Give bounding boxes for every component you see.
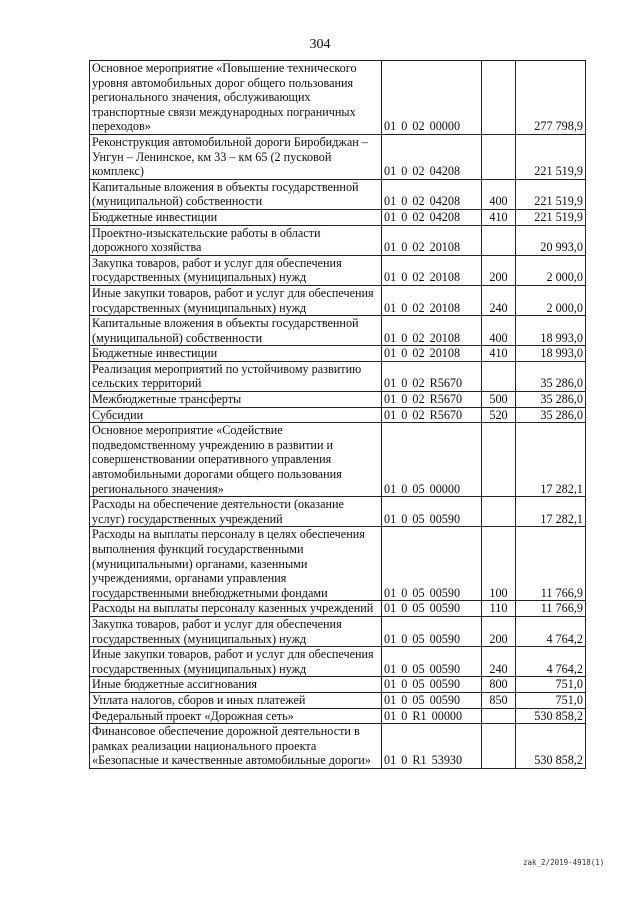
row-expense-type-cell: 410 <box>482 346 516 362</box>
row-code-cell: 01 0 02 20108 <box>382 225 482 255</box>
row-name-cell: Федеральный проект «Дорожная сеть» <box>90 708 382 724</box>
row-expense-type-cell <box>482 724 516 769</box>
page-number: 304 <box>309 37 331 52</box>
table-row <box>90 316 586 346</box>
row-sum-cell: 17 282,1 <box>516 423 586 497</box>
row-sum-cell: 2 000,0 <box>516 255 586 285</box>
row-sum-cell: 221 519,9 <box>516 134 586 179</box>
document-footer-code: zak_2/2019-4918(1) <box>523 858 605 867</box>
row-name-cell: Реализация мероприятий по устойчивому развитию сельских территорий <box>90 361 382 391</box>
row-sum-cell: 751,0 <box>516 692 586 708</box>
table-row <box>90 346 586 362</box>
table-row <box>90 209 586 225</box>
table-row <box>90 361 586 391</box>
budget-table-body <box>90 61 586 769</box>
row-name-cell: Иные закупки товаров, работ и услуг для обеспечения государственных (муниципальных) нужд <box>90 285 382 315</box>
row-sum-cell: 11 766,9 <box>516 527 586 601</box>
row-code-cell: 01 0 05 00590 <box>382 497 482 527</box>
row-code-cell: 01 0 R1 53930 <box>382 724 482 769</box>
row-expense-type-cell <box>482 361 516 391</box>
row-expense-type-cell: 410 <box>482 209 516 225</box>
table-row <box>90 724 586 769</box>
row-code-cell: 01 0 05 00590 <box>382 647 482 677</box>
row-expense-type-cell <box>482 423 516 497</box>
row-name-cell: Иные бюджетные ассигнования <box>90 677 382 693</box>
row-expense-type-cell: 400 <box>482 316 516 346</box>
row-expense-type-cell: 500 <box>482 392 516 408</box>
row-code-cell: 01 0 05 00590 <box>382 527 482 601</box>
table-row <box>90 527 586 601</box>
row-expense-type-cell: 240 <box>482 285 516 315</box>
table-row <box>90 497 586 527</box>
row-code-cell: 01 0 02 20108 <box>382 255 482 285</box>
row-code-cell: 01 0 02 R5670 <box>382 392 482 408</box>
table-row <box>90 647 586 677</box>
row-code-cell: 01 0 05 00000 <box>382 423 482 497</box>
row-name-cell: Расходы на выплаты персоналу в целях обеспечения выполнения функций государственными (муниципальными) органами, казенными учреждениями, органами управления государственными внебюджетными фондами <box>90 527 382 601</box>
row-name-cell: Капитальные вложения в объекты государственной (муниципальной) собственности <box>90 316 382 346</box>
row-sum-cell: 530 858,2 <box>516 708 586 724</box>
table-row <box>90 392 586 408</box>
row-sum-cell: 277 798,9 <box>516 61 586 135</box>
row-code-cell: 01 0 02 R5670 <box>382 407 482 423</box>
table-row <box>90 601 586 617</box>
row-code-cell: 01 0 R1 00000 <box>382 708 482 724</box>
row-expense-type-cell: 200 <box>482 255 516 285</box>
row-sum-cell: 4 764,2 <box>516 647 586 677</box>
table-row <box>90 423 586 497</box>
row-sum-cell: 35 286,0 <box>516 361 586 391</box>
row-sum-cell: 221 519,9 <box>516 179 586 209</box>
row-name-cell: Закупка товаров, работ и услуг для обеспечения государственных (муниципальных) нужд <box>90 255 382 285</box>
row-sum-cell: 35 286,0 <box>516 407 586 423</box>
row-code-cell: 01 0 02 20108 <box>382 316 482 346</box>
row-code-cell: 01 0 02 04208 <box>382 179 482 209</box>
row-expense-type-cell <box>482 134 516 179</box>
row-sum-cell: 4 764,2 <box>516 616 586 646</box>
row-sum-cell: 751,0 <box>516 677 586 693</box>
row-code-cell: 01 0 05 00590 <box>382 677 482 693</box>
table-row <box>90 677 586 693</box>
row-code-cell: 01 0 02 R5670 <box>382 361 482 391</box>
row-expense-type-cell <box>482 61 516 135</box>
row-name-cell: Закупка товаров, работ и услуг для обеспечения государственных (муниципальных) нужд <box>90 616 382 646</box>
row-code-cell: 01 0 02 04208 <box>382 209 482 225</box>
table-row <box>90 179 586 209</box>
table-row <box>90 616 586 646</box>
row-sum-cell: 221 519,9 <box>516 209 586 225</box>
row-name-cell: Финансовое обеспечение дорожной деятельности в рамках реализации национального проекта «Безопасные и качественные автомобильные дороги» <box>90 724 382 769</box>
row-expense-type-cell: 520 <box>482 407 516 423</box>
row-name-cell: Межбюджетные трансферты <box>90 392 382 408</box>
row-name-cell: Иные закупки товаров, работ и услуг для обеспечения государственных (муниципальных) нужд <box>90 647 382 677</box>
table-row <box>90 285 586 315</box>
budget-table <box>89 60 586 769</box>
row-sum-cell: 17 282,1 <box>516 497 586 527</box>
row-name-cell: Реконструкция автомобильной дороги Биробиджан – Унгун – Ленинское, км 33 – км 65 (2 пусковой комплекс) <box>90 134 382 179</box>
row-code-cell: 01 0 02 20108 <box>382 346 482 362</box>
row-expense-type-cell <box>482 708 516 724</box>
row-name-cell: Основное мероприятие «Повышение технического уровня автомобильных дорог общего пользования регионального значения, обслуживающих транспортные связи международных пограничных переходов» <box>90 61 382 135</box>
row-expense-type-cell <box>482 497 516 527</box>
row-code-cell: 01 0 05 00590 <box>382 692 482 708</box>
row-expense-type-cell: 240 <box>482 647 516 677</box>
table-row <box>90 708 586 724</box>
row-sum-cell: 35 286,0 <box>516 392 586 408</box>
row-code-cell: 01 0 02 00000 <box>382 61 482 135</box>
row-expense-type-cell: 850 <box>482 692 516 708</box>
row-expense-type-cell <box>482 225 516 255</box>
row-name-cell: Бюджетные инвестиции <box>90 209 382 225</box>
table-row <box>90 255 586 285</box>
row-code-cell: 01 0 02 20108 <box>382 285 482 315</box>
row-name-cell: Основное мероприятие «Содействие подведомственному учреждению в развитии и совершенствовании оперативного управления автомобильными дорогами общего пользования регионального значения» <box>90 423 382 497</box>
table-row <box>90 692 586 708</box>
table-row <box>90 61 586 135</box>
row-sum-cell: 18 993,0 <box>516 316 586 346</box>
row-name-cell: Субсидии <box>90 407 382 423</box>
row-sum-cell: 11 766,9 <box>516 601 586 617</box>
row-code-cell: 01 0 05 00590 <box>382 616 482 646</box>
row-expense-type-cell: 110 <box>482 601 516 617</box>
row-sum-cell: 2 000,0 <box>516 285 586 315</box>
table-row <box>90 134 586 179</box>
row-expense-type-cell: 200 <box>482 616 516 646</box>
row-sum-cell: 530 858,2 <box>516 724 586 769</box>
row-expense-type-cell: 400 <box>482 179 516 209</box>
row-code-cell: 01 0 02 04208 <box>382 134 482 179</box>
table-row <box>90 407 586 423</box>
row-name-cell: Уплата налогов, сборов и иных платежей <box>90 692 382 708</box>
row-name-cell: Капитальные вложения в объекты государственной (муниципальной) собственности <box>90 179 382 209</box>
row-name-cell: Проектно-изыскательские работы в области дорожного хозяйства <box>90 225 382 255</box>
row-name-cell: Расходы на обеспечение деятельности (оказание услуг) государственных учреждений <box>90 497 382 527</box>
row-expense-type-cell: 800 <box>482 677 516 693</box>
row-code-cell: 01 0 05 00590 <box>382 601 482 617</box>
row-name-cell: Бюджетные инвестиции <box>90 346 382 362</box>
row-sum-cell: 20 993,0 <box>516 225 586 255</box>
table-row <box>90 225 586 255</box>
row-sum-cell: 18 993,0 <box>516 346 586 362</box>
row-expense-type-cell: 100 <box>482 527 516 601</box>
row-name-cell: Расходы на выплаты персоналу казенных учреждений <box>90 601 382 617</box>
